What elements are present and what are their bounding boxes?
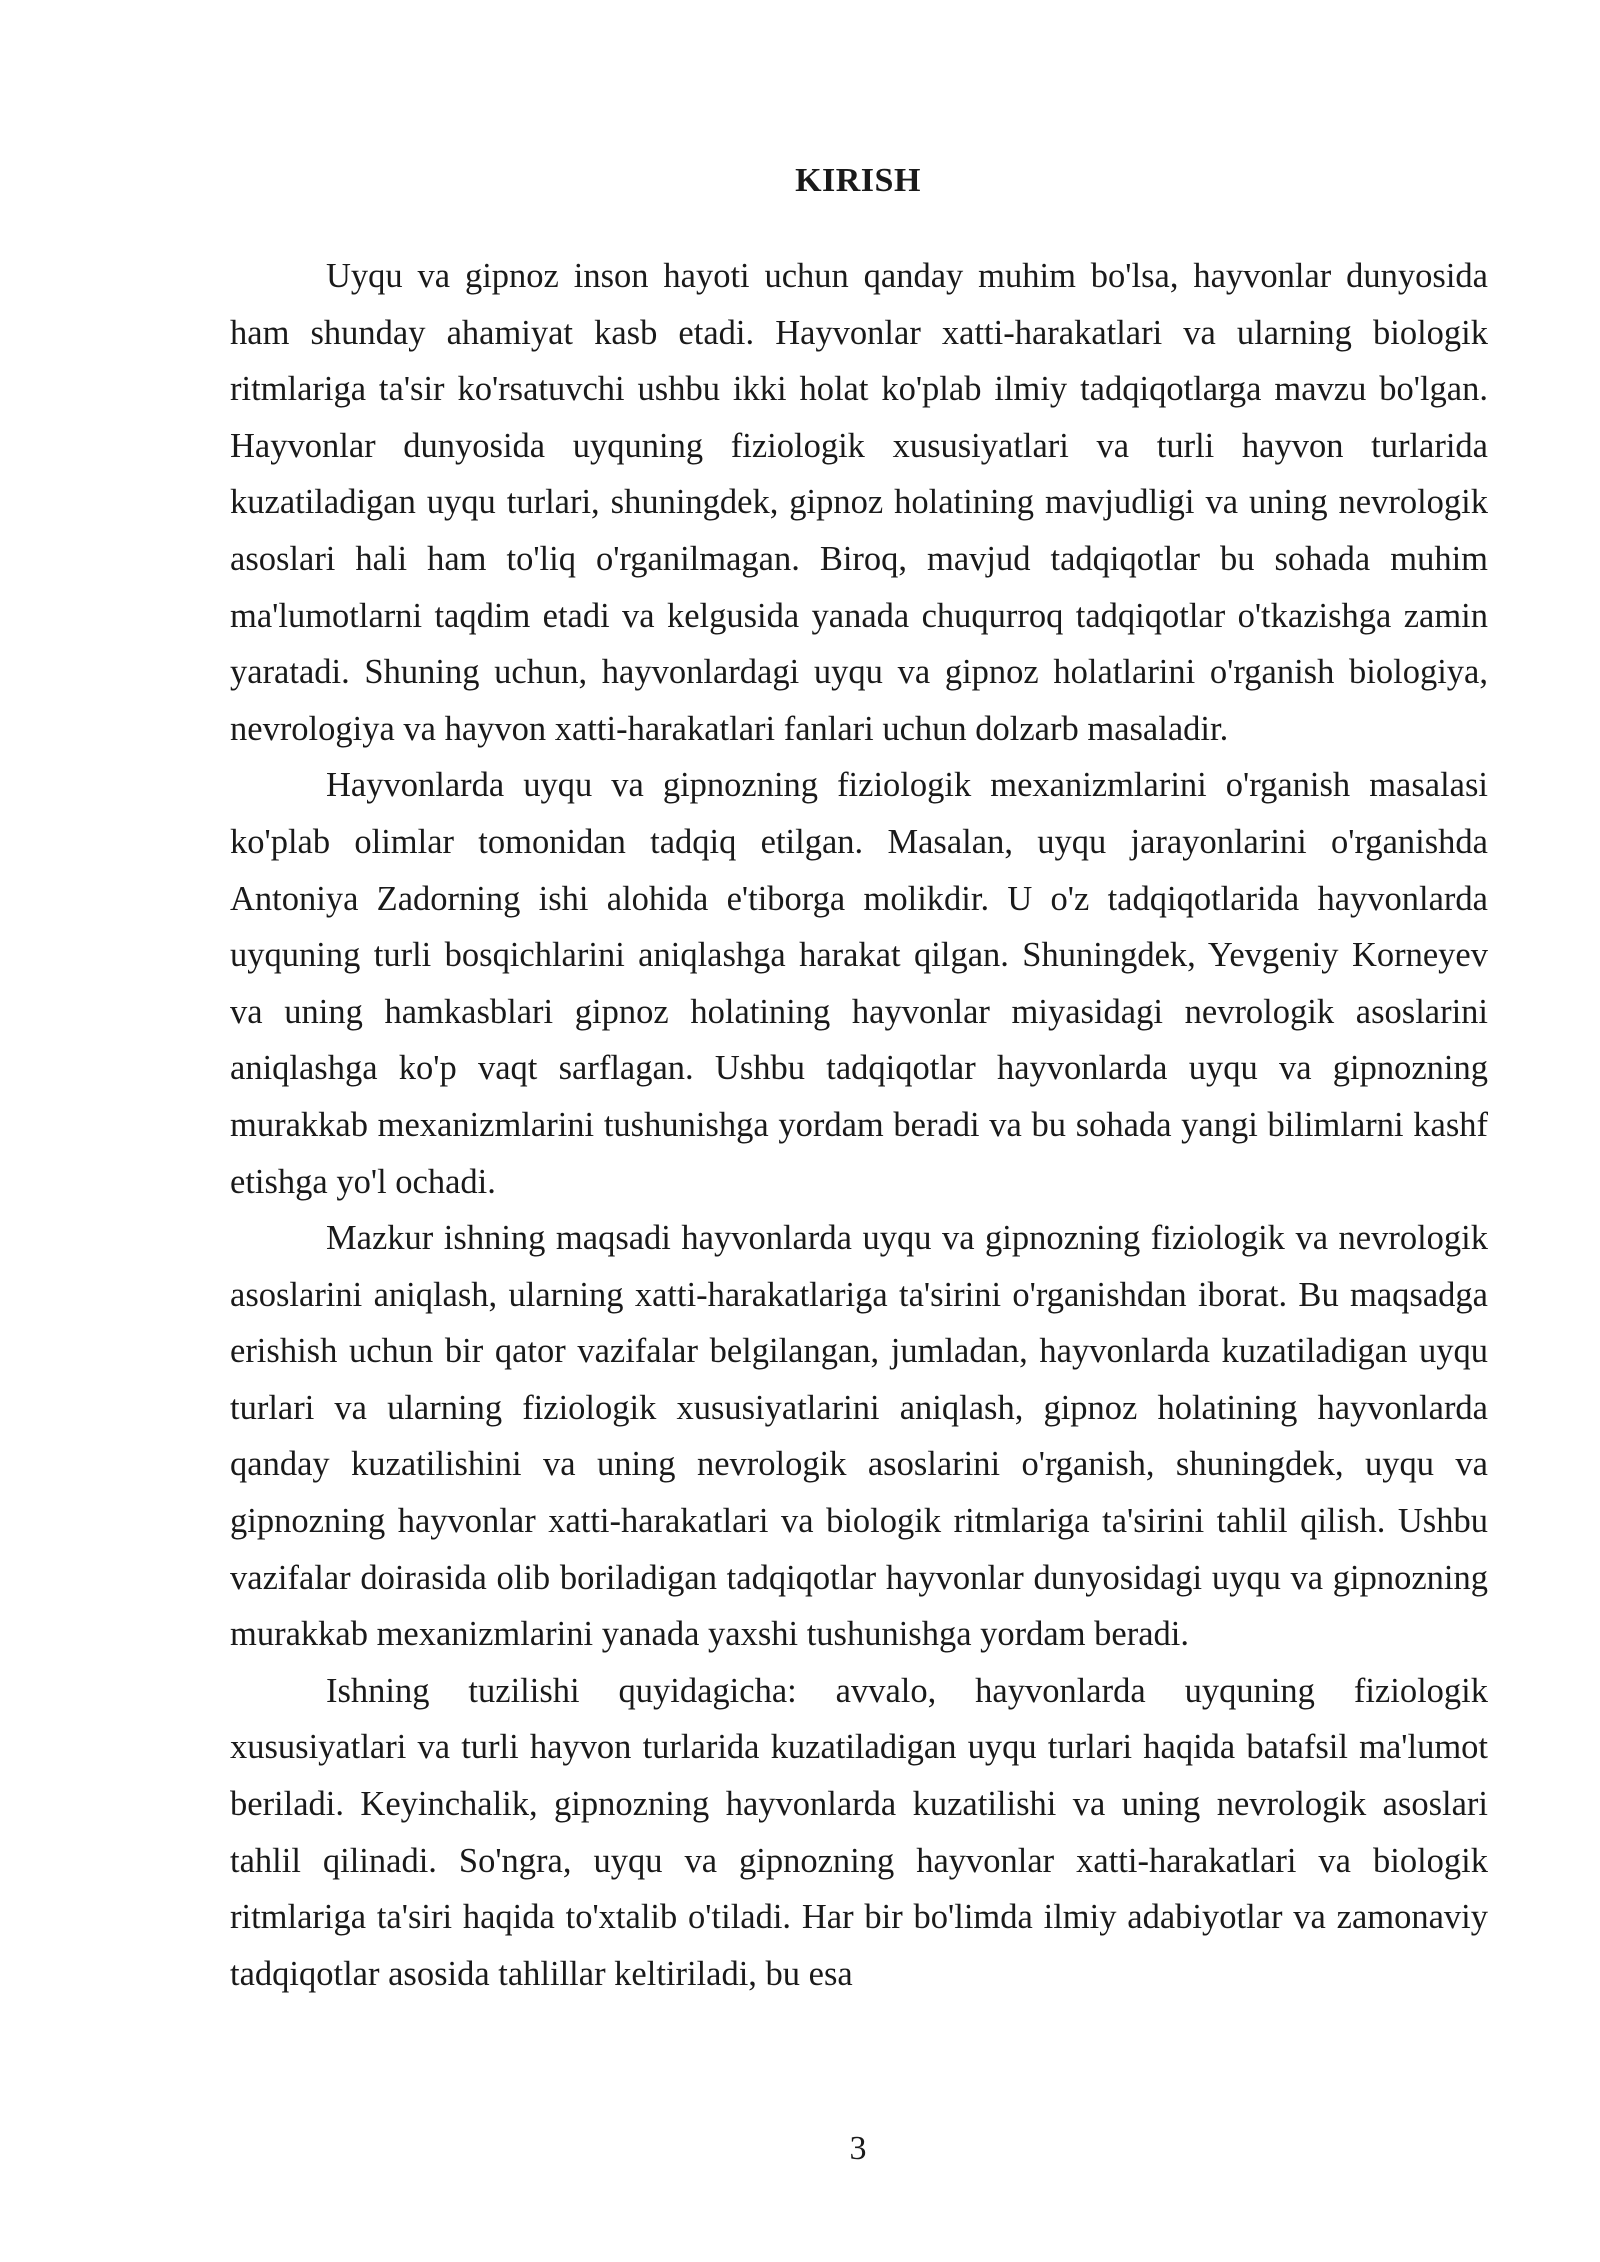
paragraph-1: Uyqu va gipnoz inson hayoti uchun qanday muhim bo'lsa, hayvonlar dunyosida ham shunday ahamiyat kasb etadi. Hayvonlar xatti-harakatlari va ularning biologik ritmlariga ta'sir ko'rsatuvchi ushbu ikki holat ko'plab ilmiy tadqiqotlarga mavzu bo'lgan. Hayvonlar dunyosida uyquning fiziologik xususiyatlari va turli hayvon turlarida kuzatiladigan uyqu turlari, shuningdek, gipnoz holatining mavjudligi va uning nevrologik asoslari hali ham to'liq o'rganilmagan. Biroq, mavjud tadqiqotlar bu sohada muhim ma'lumotlarni taqdim etadi va kelgusida yanada chuqurroq tadqiqotlar o'tkazishga zamin yaratadi. Shuning uchun, hayvonlardagi uyqu va gipnoz holatlarini o'rganish biologiya, nevrologiya va hayvon xatti-harakatlari fanlari uchun dolzarb masaladir. xyxy=(230,257,1488,748)
paragraph-3: Mazkur ishning maqsadi hayvonlarda uyqu va gipnozning fiziologik va nevrologik asoslarini aniqlash, ularning xatti-harakatlariga ta'sirini o'rganishdan iborat. Bu maqsadga erishish uchun bir qator vazifalar belgilangan, jumladan, hayvonlarda kuzatiladigan uyqu turlari va ularning fiziologik xususiyatlarini aniqlash, gipnoz holatining hayvonlarda qanday kuzatilishini va uning nevrologik asoslarini o'rganish, shuningdek, uyqu va gipnozning hayvonlar xatti-harakatlari va biologik ritmlariga ta'sirini tahlil qilish. Ushbu vazifalar doirasida olib boriladigan tadqiqotlar hayvonlar dunyosidagi uyqu va gipnozning murakkab mexanizmlarini yanada yaxshi tushunishga yordam beradi. xyxy=(230,1219,1488,1654)
body-text xyxy=(230,248,1488,2002)
page-number: 3 xyxy=(849,2130,867,2167)
section-title: KIRISH xyxy=(795,162,921,199)
paragraph-4: Ishning tuzilishi quyidagicha: avvalo, hayvonlarda uyquning fiziologik xususiyatlari va turli hayvon turlarida kuzatiladigan uyqu turlari haqida batafsil ma'lumot beriladi. Keyinchalik, gipnozning hayvonlarda kuzatilishi va uning nevrologik asoslari tahlil qilinadi. So'ngra, uyqu va gipnozning hayvonlar xatti-harakatlari va biologik ritmlariga ta'siri haqida to'xtalib o'tiladi. Har bir bo'limda ilmiy adabiyotlar va zamonaviy tadqiqotlar asosida tahlillar keltiriladi, bu esa xyxy=(230,1671,1488,1993)
paragraph-2: Hayvonlarda uyqu va gipnozning fiziologik mexanizmlarini o'rganish masalasi ko'plab olimlar tomonidan tadqiq etilgan. Masalan, uyqu jarayonlarini o'rganishda Antoniya Zadorning ishi alohida e'tiborga molikdir. U o'z tadqiqotlarida hayvonlarda uyquning turli bosqichlarini aniqlashga harakat qilgan. Shuningdek, Yevgeniy Korneyev va uning hamkasblari gipnoz holatining hayvonlar miyasidagi nevrologik asoslarini aniqlashga ko'p vaqt sarflagan. Ushbu tadqiqotlar hayvonlarda uyqu va gipnozning murakkab mexanizmlarini tushunishga yordam beradi va bu sohada yangi bilimlarni kashf etishga yo'l ochadi. xyxy=(230,766,1488,1201)
